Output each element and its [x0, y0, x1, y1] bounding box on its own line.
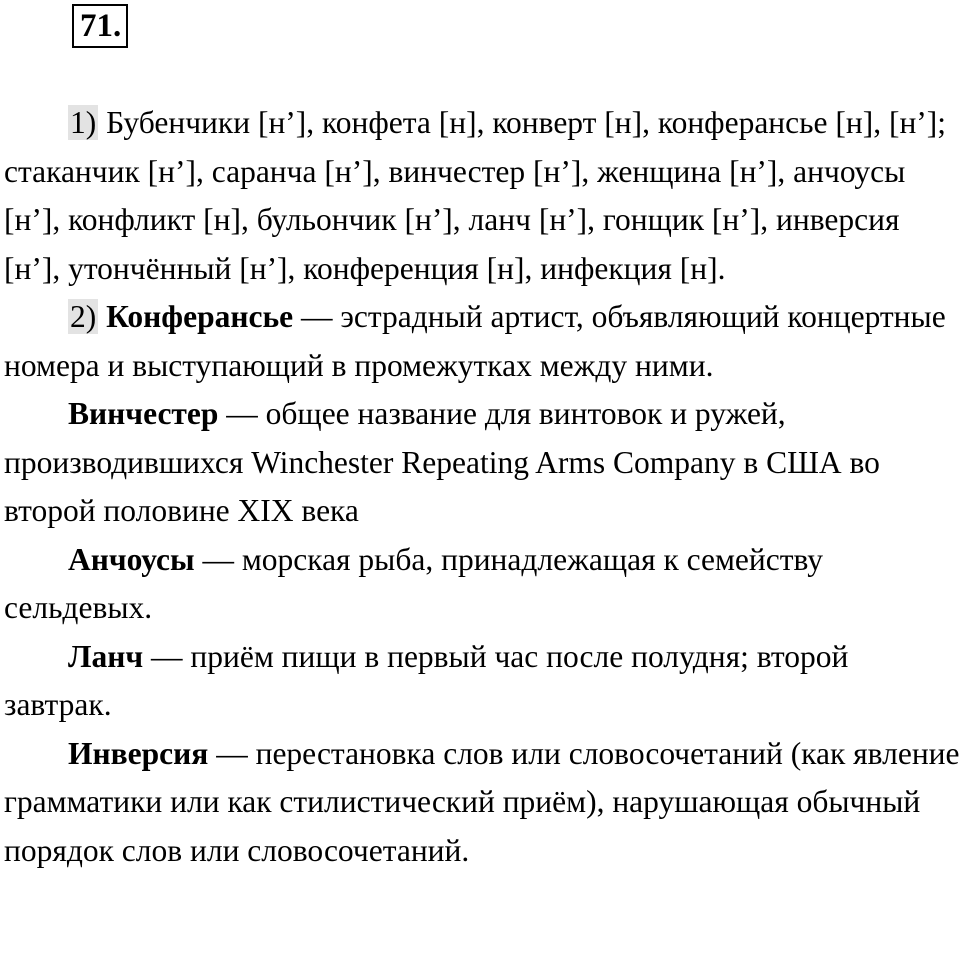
- definition-term: Анчоусы: [68, 541, 195, 577]
- definition-term: Ланч: [68, 638, 144, 674]
- item-marker-2: 2): [70, 299, 97, 334]
- definition-text: — морская рыба, принадлежащая к семейству сельдевых.: [4, 541, 824, 625]
- definition-vinchester: [4, 390, 960, 536]
- definition-lanch: [4, 633, 960, 730]
- definition-text: — приём пищи в первый час после полудня; второй завтрак.: [4, 638, 849, 722]
- definition-term: Инверсия: [68, 735, 209, 771]
- definition-text: — эстрадный артист, объявляющий концертные номера и выступающий в промежутках между ними.: [4, 299, 946, 383]
- definition-konferanse: [4, 293, 960, 390]
- definition-term: Винчестер: [68, 396, 219, 431]
- definition-text: — общее название для винтовок и ружей, производившихся Winchester Repeating Arms Company в США во второй половине XIX века: [4, 396, 880, 528]
- definition-text: — перестановка слов или словосочетаний (как явление грамматики или как стилистический приём), нарушающая обычный порядок слов или словосочетаний.: [4, 735, 960, 868]
- item-marker-1: 1): [70, 105, 97, 140]
- answer-text: [4, 99, 960, 875]
- part-1-text: Бубенчики [н’], конфета [н], конверт [н], конферансье [н], [н’]; стаканчик [н’], саранча [н’], винчестер [н’], женщина [н’], анчоусы [н’], конфликт [н], бульончик [н’], ланч [н’], гонщик [н’], инверсия [н’], утончённый [н’], конференция [н], инфекция [н].: [4, 105, 947, 286]
- exercise-number: [72, 4, 128, 48]
- definition-inversiya: [4, 730, 960, 876]
- definition-term: Конферансье: [106, 299, 294, 334]
- part-1-paragraph: [4, 99, 960, 293]
- definition-anchousy: [4, 536, 960, 633]
- exercise-number-value: 71: [80, 8, 113, 44]
- exercise-number-dot: .: [113, 8, 122, 44]
